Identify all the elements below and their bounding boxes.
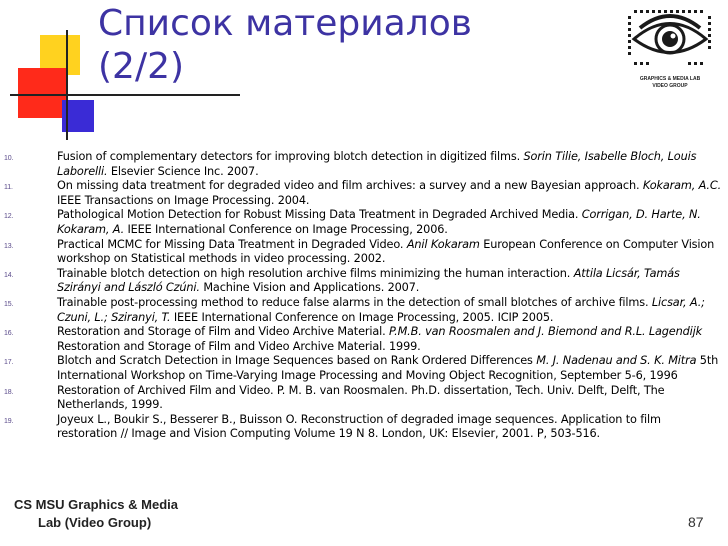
reference-title: Blotch and Scratch Detection in Image Sequences based on Rank Ordered Differences xyxy=(57,354,533,368)
reference-title: On missing data treatment for degraded video and film archives: a survey and a new Bayesian approach. xyxy=(57,179,640,193)
reference-title: Trainable blotch detection on high resolution archive films minimizing the human interaction. xyxy=(57,266,571,280)
slide-title-line2: (2/2) xyxy=(98,46,185,87)
footer-lab-name xyxy=(14,496,214,532)
reference-list xyxy=(0,150,728,442)
logo-caption-line1: GRAPHICS & MEDIA LAB xyxy=(639,76,701,82)
reference-number: 17. xyxy=(4,359,14,367)
page-number: 87 xyxy=(688,514,704,530)
reference-item xyxy=(0,179,728,208)
reference-authors: Kokaram, A.C. xyxy=(642,179,722,193)
logo-caption-line2: VIDEO GROUP xyxy=(652,83,688,89)
reference-authors: Anil Kokaram xyxy=(406,237,480,251)
reference-item xyxy=(0,325,728,354)
reference-item xyxy=(0,384,728,413)
reference-number: 16. xyxy=(4,330,14,338)
reference-item xyxy=(0,208,728,237)
reference-venue: Restoration and Storage of Film and Video Archive Material. 1999. xyxy=(57,339,421,353)
decor-horizontal-line xyxy=(10,94,240,96)
reference-number: 15. xyxy=(4,300,14,308)
reference-number: 11. xyxy=(4,184,13,192)
lab-logo xyxy=(624,6,716,94)
reference-number: 12. xyxy=(4,213,14,221)
reference-authors: P.M.B. van Roosmalen and J. Biemond and R.L. Lagendijk xyxy=(389,325,702,339)
reference-number: 13. xyxy=(4,242,14,250)
reference-item xyxy=(0,150,728,179)
reference-item xyxy=(0,267,728,296)
reference-item xyxy=(0,296,728,325)
decor-red-square xyxy=(18,68,68,118)
reference-authors: Sorin Tilie, Isabelle Bloch, Louis Laborelli. xyxy=(57,150,697,178)
reference-title: Pathological Motion Detection for Robust Missing Data Treatment in Degraded Archived Media. xyxy=(57,208,579,222)
reference-authors: Corrigan, D. Harte, N. Kokaram, A. xyxy=(57,208,701,236)
reference-number: 14. xyxy=(4,271,14,279)
reference-venue: European Conference on Computer Vision workshop on Statistical methods in video processing. 2002. xyxy=(57,237,715,266)
slide-title xyxy=(98,2,568,88)
decor-vertical-line xyxy=(66,30,68,140)
reference-number: 10. xyxy=(4,155,14,162)
reference-authors: M. J. Nadenau and S. K. Mitra xyxy=(536,354,697,368)
footer-lab-line2: Lab (Video Group) xyxy=(38,515,152,530)
reference-venue: IEEE International Conference on Image Processing, 2006. xyxy=(127,222,448,236)
reference-title: Restoration of Archived Film and Video. P. M. B. van Roosmalen. Ph.D. dissertation, Tech. Univ. Delft, Delft, The Netherlands, 1999. xyxy=(57,383,665,412)
reference-venue: IEEE Transactions on Image Processing. 2004. xyxy=(57,193,310,207)
reference-venue: Elsevier Science Inc. 2007. xyxy=(110,164,259,178)
reference-title: Trainable post-processing method to reduce false alarms in the detection of small blotches of archive films. xyxy=(57,295,649,309)
reference-number: 18. xyxy=(4,388,14,396)
reference-title: Joyeux L., Boukir S., Besserer B., Buisson O. Reconstruction of degraded image sequences. Application to film restoration // Image and Vision Computing Volume 19 N 8. London, UK: Elsevier, 2001. P, 503-516. xyxy=(57,412,661,441)
eye-icon xyxy=(624,6,716,72)
reference-title: Restoration and Storage of Film and Video Archive Material. xyxy=(57,325,386,339)
reference-item xyxy=(0,238,728,267)
reference-title: Practical MCMC for Missing Data Treatment in Degraded Video. xyxy=(57,237,404,251)
slide-title-line1: Список материалов xyxy=(98,3,472,44)
reference-item xyxy=(0,413,728,442)
reference-authors: Attila Licsár, Tamás Szirányi and László Czúni. xyxy=(57,266,680,295)
reference-number: 19. xyxy=(4,417,14,425)
reference-venue: Machine Vision and Applications. 2007. xyxy=(203,281,420,295)
reference-authors: Licsar, A.; Czuni, L.; Sziranyi, T. xyxy=(57,295,705,324)
footer-lab-line1: CS MSU Graphics & Media xyxy=(14,497,178,512)
reference-title: Fusion of complementary detectors for improving blotch detection in digitized films. xyxy=(57,150,521,163)
reference-item xyxy=(0,354,728,383)
reference-venue: IEEE International Conference on Image Processing, 2005. ICIP 2005. xyxy=(173,310,554,324)
reference-venue: 5th International Workshop on Time-Varying Image Processing and Moving Object Recognition, September 5-6, 1996 xyxy=(57,354,719,382)
